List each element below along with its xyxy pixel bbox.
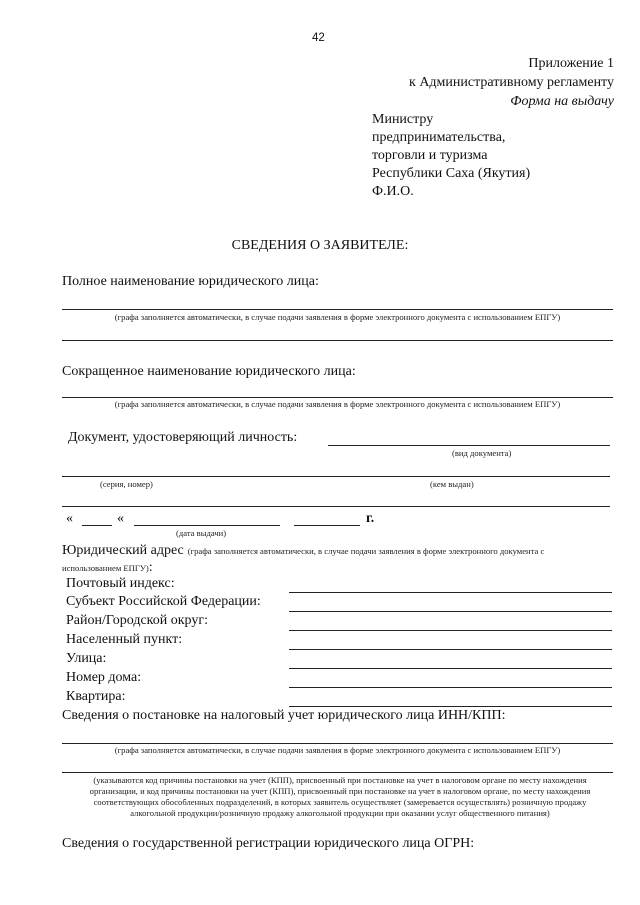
form-type: Форма на выдачу [510,94,614,109]
date-day-line[interactable] [82,525,112,526]
regulation-reference: к Административному регламенту [409,75,614,90]
document-type-line[interactable] [328,445,610,446]
short-name-label: Сокращенное наименование юридического лица: [62,364,356,379]
tax-registration-line[interactable] [62,743,613,744]
street-label: Улица: [66,651,107,666]
document-type-caption: (вид документа) [452,448,512,458]
street-line[interactable] [289,668,612,669]
short-name-line[interactable] [62,397,613,398]
apartment-label: Квартира: [66,689,126,704]
settlement-label: Населенный пункт: [66,632,183,647]
legal-address-note-1: (графа заполняется автоматически, в случае подачи заявления в форме электронного документа с [187,546,545,556]
district-label: Район/Городской округ: [66,613,209,628]
document-label: Документ, удостоверяющий личность: [68,430,298,445]
date-year-suffix: г. [366,511,375,526]
short-name-auto-note: (графа заполняется автоматически, в случае подачи заявления в форме электронного документа с использованием ЕПГУ) [114,399,561,409]
addressee-line-4: Республики Саха (Якутия) [372,166,531,181]
full-name-auto-note: (графа заполняется автоматически, в случае подачи заявления в форме электронного документа с использованием ЕПГУ) [114,312,561,322]
document-series-caption: (серия, номер) [100,479,153,489]
section-title: СВЕДЕНИЯ О ЗАЯВИТЕЛЕ: [231,238,409,253]
kpp-line[interactable] [62,772,613,773]
date-quote-open: « [66,511,73,526]
document-series-line[interactable] [62,476,610,477]
addressee-line-3: торговли и туризма [372,148,488,163]
settlement-line[interactable] [289,649,612,650]
document-issuer-line[interactable] [62,506,610,507]
addressee-fio: Ф.И.О. [372,184,414,199]
postal-code-label: Почтовый индекс: [66,576,175,591]
full-name-line-2[interactable] [62,340,613,341]
addressee-line-1: Министру [372,112,434,127]
date-caption: (дата выдачи) [176,528,227,538]
legal-address-heading: Юридический адрес (графа заполняется автоматически, в случае подачи заявления в форме электронного документа с использованием ЕПГУ): [62,543,545,575]
postal-code-line[interactable] [289,592,612,593]
full-name-label: Полное наименование юридического лица: [62,274,319,289]
legal-address-note-2: использованием ЕПГУ) [62,563,149,573]
addressee-line-2: предпринимательства, [372,130,506,145]
appendix-number: Приложение 1 [528,56,614,71]
federal-subject-label: Субъект Российской Федерации: [66,594,261,609]
date-month-line[interactable] [134,525,280,526]
kpp-note: (указываются код причины постановки на учет (КПП), присвоенный при постановке на учет в налоговом органе по месту нахождения организации, и код причины постановки на учет (КПП), присвоенный при постановке на учет в налоговом органе, по месту нахождения соответствующих обособленных подразделений, в которых заявитель осуществляет (замеревается осуществлять) розничную продажу алкогольной продукции/розничную продажу алкогольной продукции при оказании услуг общественного питания) [89,775,591,818]
legal-address-label: Юридический адрес [62,543,184,558]
date-year-line[interactable] [294,525,360,526]
apartment-line[interactable] [289,706,612,707]
house-number-line[interactable] [289,687,612,688]
date-quote-close: « [117,511,124,526]
document-issuer-caption: (кем выдан) [430,479,474,489]
federal-subject-line[interactable] [289,611,612,612]
district-line[interactable] [289,630,612,631]
tax-registration-label: Сведения о постановке на налоговый учет юридического лица ИНН/КПП: [62,708,506,723]
page-number: 42 [312,32,325,44]
house-number-label: Номер дома: [66,670,142,685]
full-name-line[interactable] [62,309,613,310]
ogrn-label: Сведения о государственной регистрации юридического лица ОГРН: [62,836,475,851]
tax-auto-note: (графа заполняется автоматически, в случае подачи заявления в форме электронного документа с использованием ЕПГУ) [114,745,561,755]
